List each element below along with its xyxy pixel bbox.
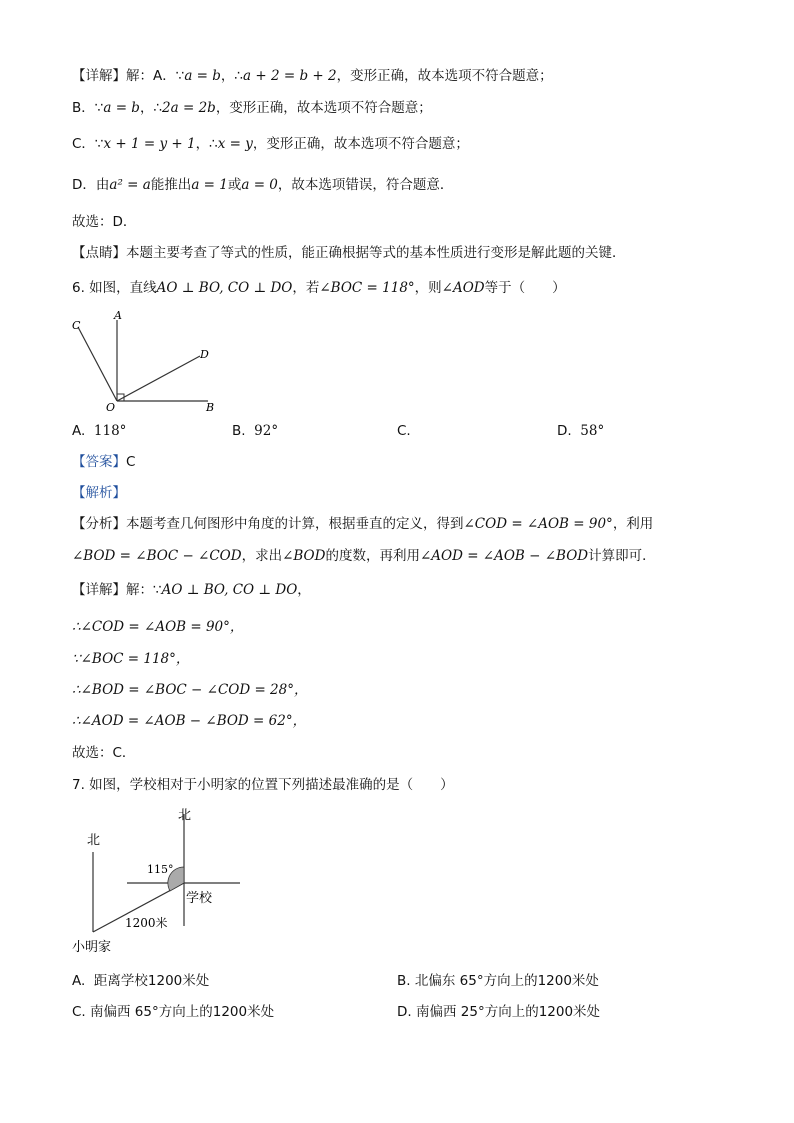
north-label-school: 北 [178,808,192,823]
q7-option-b: B. 北偏东 65°方向上的1200米处 [397,973,599,989]
label-o: O [106,401,116,414]
prev-remark: 【点睛】本题主要考查了等式的性质，能正确根据等式的基本性质进行变形是解此题的关键． [72,245,626,261]
label-b: B [206,401,215,414]
q6-analysis-line-2: ∠BOD = ∠BOC − ∠COD，求出∠BOD的度数，再利用∠AOD = ∠AOB − ∠BOD计算即可． [72,548,656,564]
q6-option-c: C. [397,423,411,439]
q7-option-c: C. 南偏西 65°方向上的1200米处 [72,1004,275,1020]
q6-analysis-tag: 【解析】 [72,485,126,501]
q7-figure [65,800,255,960]
north-label-home: 北 [87,833,101,848]
q6-figure [60,305,230,420]
prev-choice: 故选：D． [72,214,137,230]
q6-choice: 故选：C． [72,745,136,761]
angle-label: 115° [147,863,174,876]
q6-option-a: A. 118° [72,423,127,439]
q6-detail-1: 【详解】解：∵AO ⊥ BO, CO ⊥ DO， [72,582,311,598]
q7-option-d: D. 南偏西 25°方向上的1200米处 [397,1004,601,1020]
q6-detail-3: ∵∠BOC = 118°， [72,651,190,667]
detail-line-d: D．由a² = a能推出a = 1或a = 0，故本选项错误，符合题意． [72,177,454,193]
q7-option-a: A. 距离学校1200米处 [72,973,210,989]
label-d: D [200,348,209,361]
detail-line-c: C．∵x + 1 = y + 1，∴x = y，变形正确，故本选项不符合题意； [72,136,469,152]
q6-detail-4: ∴∠BOD = ∠BOC − ∠COD = 28°， [72,682,308,698]
label-a: A [114,309,122,322]
detail-line-a: 【详解】解：A．∵a = b，∴a + 2 = b + 2，变形正确，故本选项不符合题意； [72,68,553,84]
detail-line-b: B．∵a = b，∴2a = 2b，变形正确，故本选项不符合题意； [72,100,432,116]
q6-detail-5: ∴∠AOD = ∠AOB − ∠BOD = 62°， [72,713,307,729]
q6-option-b: B. 92° [232,423,279,439]
ray-oc [78,327,117,401]
label-c: C [72,319,81,332]
school-label: 学校 [186,891,213,906]
q6-detail-2: ∴∠COD = ∠AOB = 90°， [72,619,244,635]
q6-analysis-line-1: 【分析】本题考查几何图形中角度的计算，根据垂直的定义，得到∠COD = ∠AOB = 90°，利用 [72,516,654,532]
ray-od [117,356,200,401]
q6-answer: 【答案】C [72,454,136,470]
distance-label: 1200米 [125,916,168,930]
home-label: 小明家 [72,940,112,955]
q6-stem: 6. 如图，直线AO ⊥ BO, CO ⊥ DO，若∠BOC = 118°，则∠AOD等于（ ） [72,280,566,296]
q6-option-d: D. 58° [557,423,605,439]
q7-stem: 7. 如图，学校相对于小明家的位置下列描述最准确的是（ ） [72,777,454,793]
